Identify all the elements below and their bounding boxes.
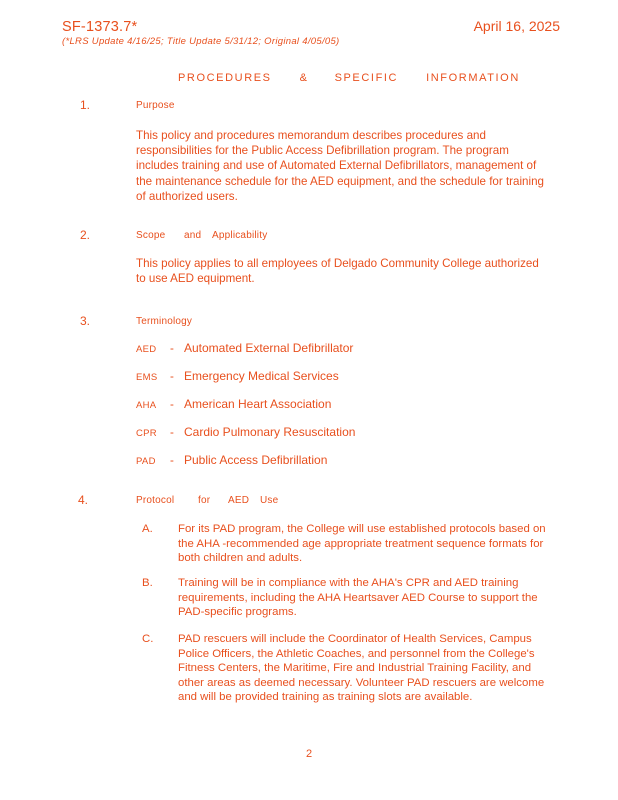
section-1-number: 1.	[80, 98, 91, 112]
term-pad	[136, 453, 327, 467]
document-header	[62, 18, 560, 35]
item-b-letter: B.	[142, 577, 153, 589]
item-a-letter: A.	[142, 523, 153, 535]
section-2-heading-applicability: Applicability	[212, 230, 268, 241]
term-ems-dash: -	[170, 370, 174, 383]
section-3-heading: Terminology	[136, 316, 193, 327]
term-pad-definition: Public Access Defibrillation	[184, 453, 328, 467]
item-a-text: For its PAD program, the College will use established protocols based on the AHA -recommended age appropriate treatment sequence formats for both children and adults.	[178, 523, 546, 565]
section-1-heading: Purpose	[136, 100, 175, 111]
list-item	[142, 632, 550, 705]
revision-note: (*LRS Update 4/16/25; Title Update 5/31/12; Original 4/05/05)	[62, 36, 340, 47]
title-part-procedures: PROCEDURES	[178, 72, 272, 84]
term-pad-abbr: PAD	[136, 456, 156, 467]
section-3-number: 3.	[80, 314, 91, 328]
term-ems-definition: Emergency Medical Services	[184, 369, 339, 383]
item-c-text: PAD rescuers will include the Coordinator of Health Services, Campus Police Officers, the Athletic Coaches, and personnel from the College's Fitness Centers, the Maritime, Fire and Industrial Training Facility, and other areas as deemed necessary. Volunteer PAD rescuers are welcome and will be provided training as training slots are available.	[178, 633, 545, 704]
term-pad-dash: -	[170, 454, 174, 467]
term-aed-definition: Automated External Defibrillator	[184, 341, 354, 355]
term-cpr-abbr: CPR	[136, 428, 157, 439]
item-b-text: Training will be in compliance with the AHA's CPR and AED training requirements, including the AHA Heartsaver AED Course to support the PAD-specific programs.	[178, 577, 538, 619]
document-date: April 16, 2025	[473, 18, 560, 34]
section-2-body: This policy applies to all employees of Delgado Community College authorized to use AED equipment.	[136, 257, 539, 286]
section-2-number: 2.	[80, 228, 91, 242]
list-item	[142, 576, 550, 620]
section-4-heading-protocol: Protocol	[136, 495, 175, 506]
title-part-specific: SPECIFIC	[334, 72, 399, 84]
term-aha-dash: -	[170, 398, 174, 411]
section-2-heading-scope: Scope	[136, 230, 166, 241]
term-cpr	[136, 425, 355, 439]
item-c-letter: C.	[142, 633, 154, 645]
section-4-heading-for: for	[198, 495, 211, 506]
term-cpr-definition: Cardio Pulmonary Resuscitation	[184, 425, 356, 439]
term-aha-abbr: AHA	[136, 400, 157, 411]
section-4-heading-use: Use	[260, 495, 279, 506]
term-aed-dash: -	[170, 342, 174, 355]
term-aed	[136, 341, 353, 355]
term-aha-definition: American Heart Association	[184, 397, 332, 411]
section-4-heading-aed: AED	[228, 495, 250, 506]
section-1-body: This policy and procedures memorandum describes procedures and responsibilities for the Public Access Defibrillation program. The program includes training and use of Automated External Defibrillators, management of the maintenance schedule for the AED equipment, and the schedule for training of authorized users.	[136, 129, 544, 203]
section-4-number: 4.	[78, 493, 89, 507]
term-ems-abbr: EMS	[136, 372, 158, 383]
document-id: SF-1373.7*	[62, 19, 138, 35]
title-part-information: INFORMATION	[426, 72, 520, 84]
page-number: 2	[305, 748, 313, 760]
page-title	[178, 72, 520, 84]
section-2-heading-and: and	[184, 230, 202, 241]
title-part-ampersand: &	[299, 72, 309, 84]
list-item	[142, 522, 550, 566]
term-ems	[136, 369, 339, 383]
term-aed-abbr: AED	[136, 344, 157, 355]
term-aha	[136, 397, 331, 411]
term-cpr-dash: -	[170, 426, 174, 439]
